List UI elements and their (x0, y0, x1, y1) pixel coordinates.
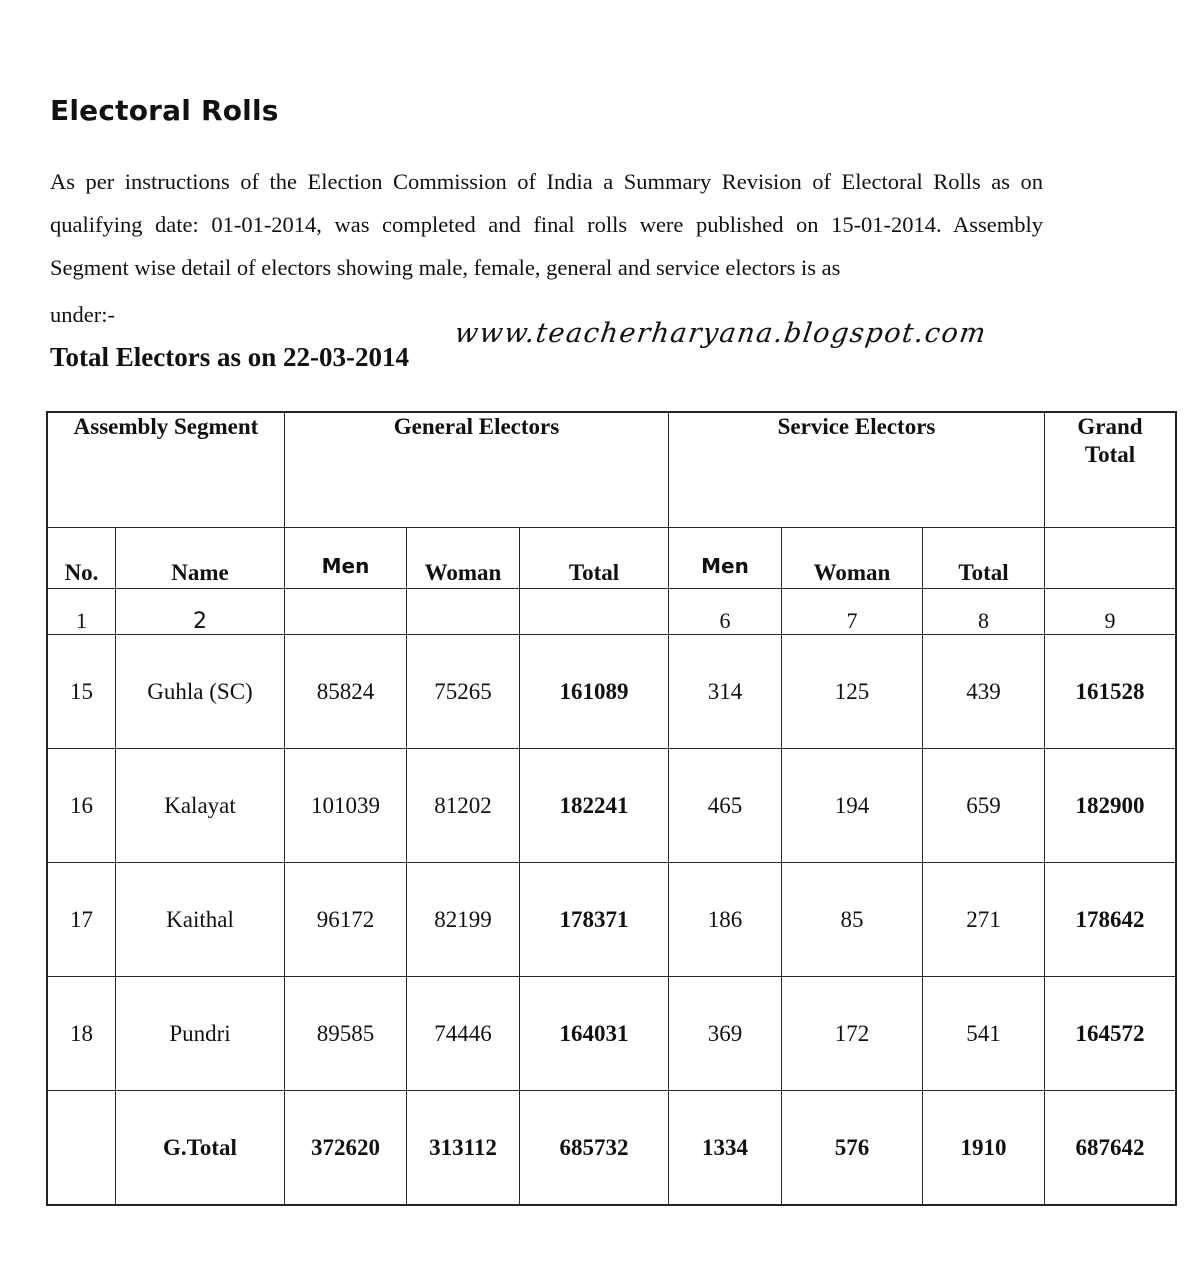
cell-general-men: 89585 (285, 977, 407, 1091)
table-row (47, 635, 1176, 749)
cell-grand-total: 164572 (1045, 977, 1177, 1091)
intro-text: As per instructions of the Election Commission of India a Summary Revision of Electoral Rolls as on qualifying date: 01-01-2014, was completed and final rolls were published on 15-01-2014. Assembly Segment wise detail of electors showing male, female, general and service electors is as (50, 169, 1043, 280)
subheader-service-men: Men (669, 528, 782, 589)
cell-general-total: 164031 (520, 977, 669, 1091)
header-grand-total (1045, 412, 1177, 528)
cell-service-woman: 194 (782, 749, 923, 863)
cell-no: 18 (47, 977, 116, 1091)
header-service-electors: Service Electors (669, 412, 1045, 528)
table-row (47, 749, 1176, 863)
intro-paragraph (50, 160, 1043, 336)
cell-service-woman: 125 (782, 635, 923, 749)
index-cell: 9 (1045, 589, 1177, 635)
cell-service-total: 439 (923, 635, 1045, 749)
cell-no: 15 (47, 635, 116, 749)
index-cell: 2 (116, 589, 285, 635)
table-subtitle: Total Electors as on 22-03-2014 (50, 342, 409, 372)
subheader-general-woman: Woman (407, 528, 520, 589)
cell-service-men: 465 (669, 749, 782, 863)
cell-general-men: 85824 (285, 635, 407, 749)
cell-name: Kalayat (116, 749, 285, 863)
subheader-general-total: Total (520, 528, 669, 589)
group-header-row (47, 412, 1176, 528)
cell-service-total: 541 (923, 977, 1045, 1091)
subheader-service-total: Total (923, 528, 1045, 589)
table-row (47, 977, 1176, 1091)
header-grand-total-line1: Grand (1077, 414, 1143, 439)
cell-service-men: 186 (669, 863, 782, 977)
index-cell: 7 (782, 589, 923, 635)
subheader-service-woman: Woman (782, 528, 923, 589)
header-grand-total-line2: Total (1084, 442, 1136, 467)
cell-general-woman: 82199 (407, 863, 520, 977)
cell-general-total: 685732 (520, 1091, 669, 1206)
cell-grand-total: 178642 (1045, 863, 1177, 977)
cell-general-woman: 75265 (407, 635, 520, 749)
cell-general-total: 161089 (520, 635, 669, 749)
cell-service-total: 1910 (923, 1091, 1045, 1206)
cell-general-woman: 313112 (407, 1091, 520, 1206)
index-cell: 8 (923, 589, 1045, 635)
index-cell: 1 (47, 589, 116, 635)
subheader-general-men: Men (285, 528, 407, 589)
cell-service-woman: 576 (782, 1091, 923, 1206)
cell-name: Pundri (116, 977, 285, 1091)
cell-no: 16 (47, 749, 116, 863)
subheader-no: No. (47, 528, 116, 589)
cell-general-total: 182241 (520, 749, 669, 863)
page-title: Electoral Rolls (50, 94, 279, 127)
cell-general-men: 372620 (285, 1091, 407, 1206)
cell-general-men: 101039 (285, 749, 407, 863)
cell-service-woman: 85 (782, 863, 923, 977)
cell-service-woman: 172 (782, 977, 923, 1091)
subheader-grand-total (1045, 528, 1177, 589)
header-general-electors: General Electors (285, 412, 669, 528)
cell-grand-total: 687642 (1045, 1091, 1177, 1206)
cell-grand-total: 182900 (1045, 749, 1177, 863)
cell-general-woman: 81202 (407, 749, 520, 863)
sub-header-row (47, 528, 1176, 589)
column-index-row (47, 589, 1176, 635)
cell-service-men: 369 (669, 977, 782, 1091)
cell-general-woman: 74446 (407, 977, 520, 1091)
cell-name: Guhla (SC) (116, 635, 285, 749)
table-row (47, 863, 1176, 977)
index-cell (520, 589, 669, 635)
cell-no: 17 (47, 863, 116, 977)
cell-service-total: 271 (923, 863, 1045, 977)
cell-service-total: 659 (923, 749, 1045, 863)
subheader-name: Name (116, 528, 285, 589)
cell-grand-total: 161528 (1045, 635, 1177, 749)
cell-name: Kaithal (116, 863, 285, 977)
grand-total-row (47, 1091, 1176, 1206)
cell-service-men: 314 (669, 635, 782, 749)
cell-general-total: 178371 (520, 863, 669, 977)
cell-general-men: 96172 (285, 863, 407, 977)
watermark-url: www.teacherharyana.blogspot.com (452, 318, 989, 349)
electors-table (46, 411, 1177, 1206)
intro-last-line: under:- (50, 302, 115, 327)
index-cell (407, 589, 520, 635)
cell-no (47, 1091, 116, 1206)
index-cell: 6 (669, 589, 782, 635)
index-cell (285, 589, 407, 635)
cell-service-men: 1334 (669, 1091, 782, 1206)
header-assembly-segment: Assembly Segment (47, 412, 285, 528)
cell-name: G.Total (116, 1091, 285, 1206)
